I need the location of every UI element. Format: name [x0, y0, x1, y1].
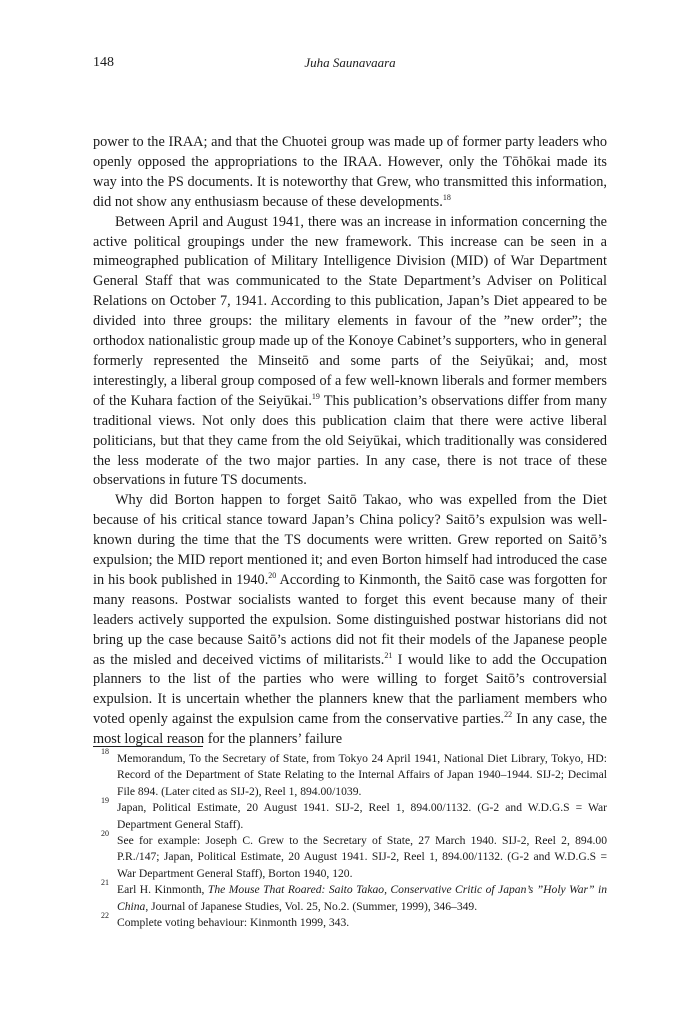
article-title: The Mouse That Roared: Saito Takao, Conservative Critic of Japan’s ”Holy War” in China	[117, 883, 607, 913]
footnote-19: 19 Japan, Political Estimate, 20 August 1941. SIJ-2, Reel 1, 894.00/1132. (G-2 and W.D.G.S = War Department General Staff).	[101, 796, 607, 831]
footnote-ref-22[interactable]: 22	[504, 710, 513, 720]
footnote-21: 21 Earl H. Kinmonth, The Mouse That Roared: Saito Takao, Conservative Critic of Japan’s ”Holy War” in China, Journal of Japanese Studies, Vol. 25, No.2. (Summer, 1999), 346–349.	[101, 878, 607, 913]
footnote-number: 19	[101, 796, 109, 806]
footnote-22: 22 Complete voting behaviour: Kinmonth 1999, 343.	[101, 911, 350, 930]
footnote-number: 18	[101, 747, 109, 756]
footnote-number: 22	[101, 911, 109, 921]
footnote-ref-20[interactable]: 20	[268, 570, 277, 580]
footnote-divider	[93, 746, 203, 747]
paragraph-3: Why did Borton happen to forget Saitō Takao, who was expelled from the Diet because of his critical stance toward Japan’s China policy? Saitō’s expulsion was well-known during the time that the TS documents were written. Grew reported on Saitō’s expulsion; the MID report mentioned it; and even Borton himself had introduced the case in his book published in 1940.20 According to Kinmonth, the Saitō case was forgotten for many reasons. Postwar socialists wanted to forget this event because many of their leaders actively supported the expulsion. Some distinguished postwar historians did not bring up the case because Saitō’s actions did not fit their models of the Japanese people as the misled and deceived victims of militarists.$^{21}$ I would like to add the Occupation planners to the list of the parties who were willing to forget Saitō’s controversial expulsion. It is uncertain whether the planners knew that the parliament members who voted openly against the expulsion came from the conservative parties.$^{22}$ In any case, the most logical reason for the planners’ failure	[93, 492, 607, 748]
footnote-number: 21	[101, 878, 109, 888]
footnote-20: 20 See for example: Joseph C. Grew to the Secretary of State, 27 March 1940. SIJ-2, Reel 2, 894.00 P.R./147; Japan, Political Estimate, 20 August 1941. SIJ-2, Reel 1, 894.00/1132. (G-2 and W.D.G.S = War Department General Staff), Borton 1940, 120.	[101, 829, 607, 880]
footnotes	[93, 747, 607, 931]
running-head: Juha Saunavaara	[304, 55, 396, 70]
footnote-ref-19[interactable]: 19	[311, 391, 320, 401]
page-header	[93, 55, 607, 75]
body-text	[93, 133, 607, 750]
footnote-ref-18[interactable]: 18	[442, 192, 451, 202]
paragraph-1: power to the IRAA; and that the Chuotei group was made up of former party leaders who openly opposed the appropriations to the IRAA. However, only the Tōhōkai made its way into the PS documents. It is noteworthy that Grew, who transmitted this information, did not show any enthusiasm because of these developments.$^{18}$	[93, 134, 607, 210]
footnote-number: 20	[101, 829, 109, 839]
footnote-ref-21[interactable]: 21	[384, 650, 393, 660]
paragraph-2: Between April and August 1941, there was an increase in information concerning the active political groupings under the new framework. This increase can be seen in a mimeographed publication of Military Intelligence Division (MID) of War Department General Staff that was communicated to the State Department’s Adviser on Political Relations on October 7, 1941. According to this publication, Japan’s Diet appeared to be divided into three groups: the military elements in favour of the ”new order”; the orthodox nationalistic group made up of the Konoye Cabinet’s supporters, who in general formerly represented the Minseitō and some parts of the Seiyūkai; and, most interestingly, a liberal group composed of a few well-known liberals and former members of the Kuhara faction of the Seiyūkai.$^{19}$ This publication’s observations differ from many traditional views. Not only does this publication claim that there were active liberal politicians, but that they came from the old Seiyūkai, which traditionally was considered the less moderate of the two major parties. In any case, there is not trace of these observations in future TS documents.	[93, 213, 607, 489]
footnote-18: 18 Memorandum, To the Secretary of State, from Tokyo 24 April 1941, National Diet Library, Tokyo, HD: Record of the Department of State Relating to the Internal Affairs of Japan 1940–1944. SIJ-2; Decimal File 894. (Later cited as SIJ-2), Reel 1, 894.00/1039.	[101, 747, 607, 798]
page-number: 148	[93, 55, 114, 70]
